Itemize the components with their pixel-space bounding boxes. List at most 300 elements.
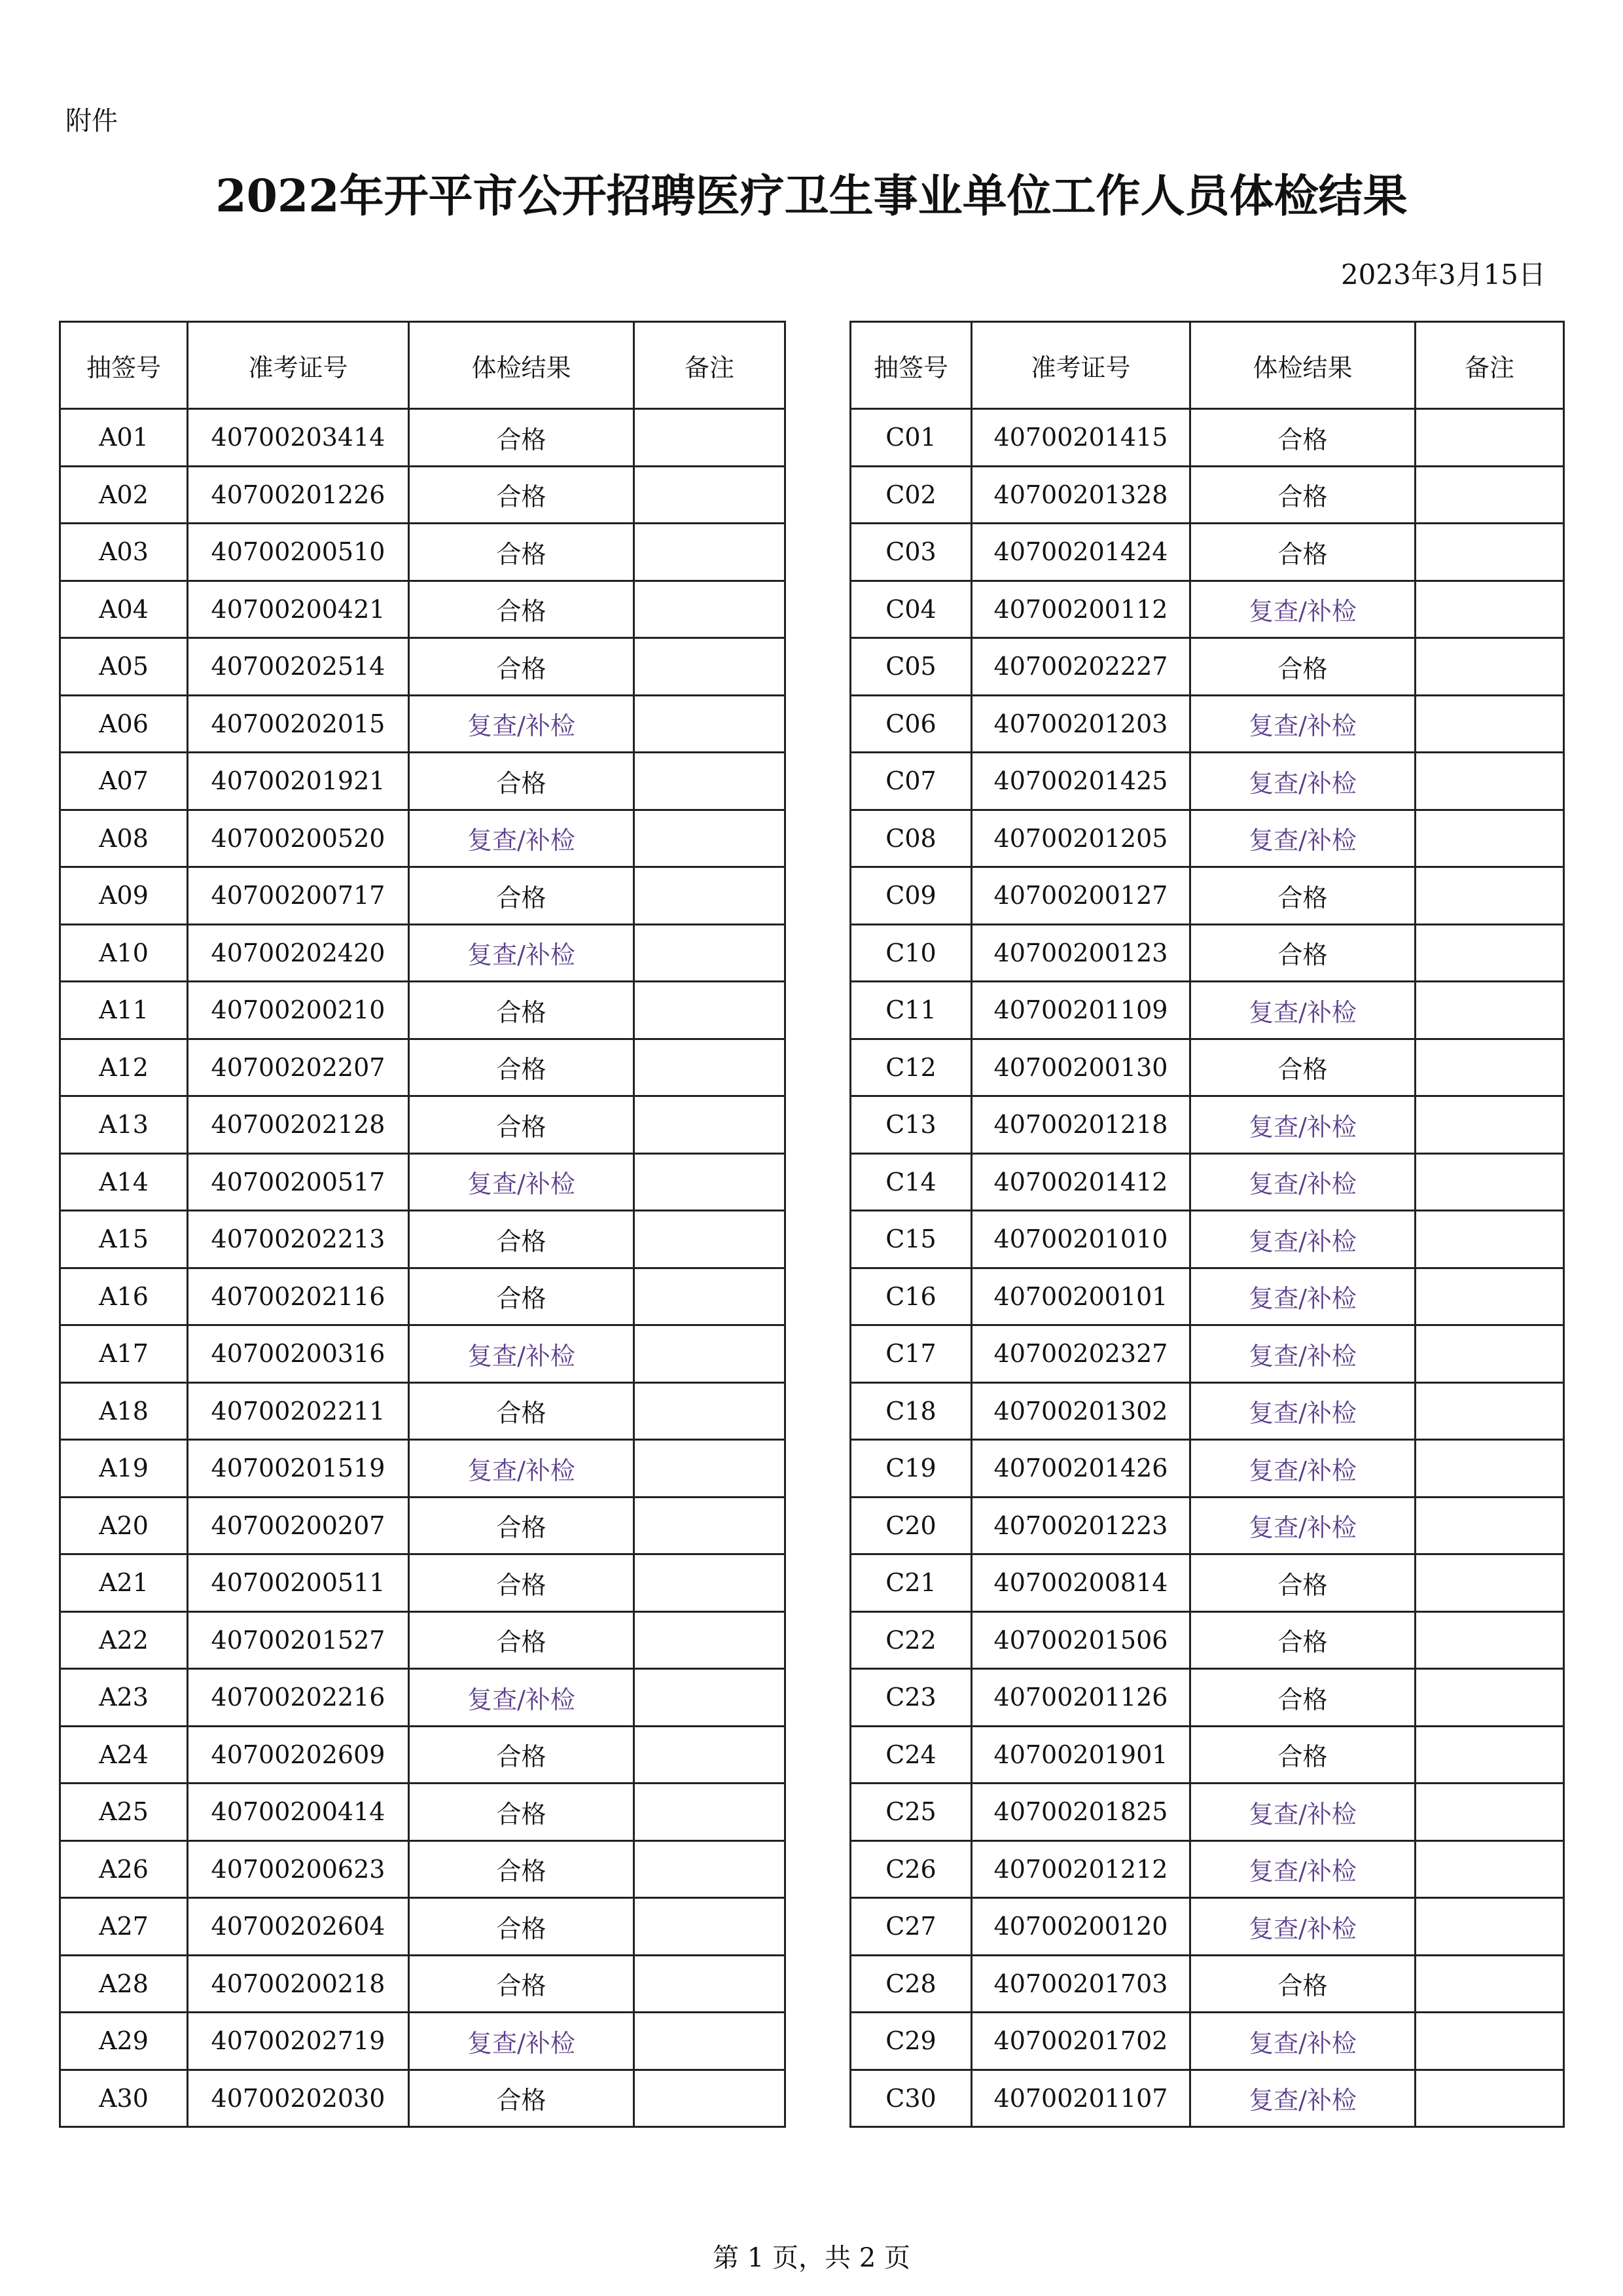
document-date: 2023年3月15日	[1340, 259, 1546, 291]
ticket-number-cell: 40700201203	[972, 695, 1190, 753]
note-cell	[1416, 867, 1564, 925]
note-cell	[1416, 1784, 1564, 1841]
table-row	[60, 867, 785, 925]
result-cell: 复查/补检	[1190, 1840, 1416, 1898]
result-cell: 合格	[409, 1955, 634, 2013]
ticket-number-cell: 40700201426	[972, 1440, 1190, 1498]
lot-cell: C13	[851, 1096, 972, 1154]
lot-cell: C04	[851, 581, 972, 638]
ticket-number-cell: 40700200717	[188, 867, 409, 925]
note-cell	[634, 1840, 785, 1898]
lot-cell: A12	[60, 1039, 188, 1096]
page-title: 2022年开平市公开招聘医疗卫生事业单位工作人员体检结果	[215, 170, 1408, 223]
table-row	[60, 1497, 785, 1554]
result-cell: 复查/补检	[1190, 1268, 1416, 1325]
result-cell: 合格	[409, 1898, 634, 1956]
lot-cell: C06	[851, 695, 972, 753]
lot-cell: C12	[851, 1039, 972, 1096]
table-row	[60, 753, 785, 810]
lot-cell: A14	[60, 1153, 188, 1211]
ticket-number-cell: 40700201519	[188, 1440, 409, 1498]
result-cell: 合格	[1190, 1554, 1416, 1612]
result-cell: 合格	[409, 753, 634, 810]
table-row	[851, 924, 1564, 982]
table-row	[60, 1153, 785, 1211]
lot-cell: A07	[60, 753, 188, 810]
column-header-ticket: 准考证号	[972, 322, 1190, 409]
table-row	[60, 1382, 785, 1440]
table-row	[60, 1440, 785, 1498]
note-cell	[1416, 1898, 1564, 1956]
lot-cell: C01	[851, 409, 972, 467]
table-row	[851, 1497, 1564, 1554]
ticket-number-cell: 40700203414	[188, 409, 409, 467]
table-row	[60, 2070, 785, 2127]
result-cell: 合格	[1190, 924, 1416, 982]
ticket-number-cell: 40700200511	[188, 1554, 409, 1612]
lot-cell: C05	[851, 638, 972, 696]
note-cell	[634, 1497, 785, 1554]
lot-cell: C14	[851, 1153, 972, 1211]
lot-cell: C26	[851, 1840, 972, 1898]
result-cell: 复查/补检	[1190, 1211, 1416, 1268]
table-row	[851, 810, 1564, 867]
lot-cell: C29	[851, 2013, 972, 2070]
note-cell	[634, 2070, 785, 2127]
ticket-number-cell: 40700201506	[972, 1611, 1190, 1669]
column-header-lot: 抽签号	[851, 322, 972, 409]
table-row	[60, 1096, 785, 1154]
ticket-number-cell: 40700202216	[188, 1669, 409, 1727]
table-row	[851, 1211, 1564, 1268]
lot-cell: A21	[60, 1554, 188, 1612]
note-cell	[634, 2013, 785, 2070]
result-cell: 合格	[409, 1554, 634, 1612]
ticket-number-cell: 40700201527	[188, 1611, 409, 1669]
table-row	[60, 1611, 785, 1669]
result-cell: 合格	[409, 2070, 634, 2127]
ticket-number-cell: 40700200520	[188, 810, 409, 867]
lot-cell: C07	[851, 753, 972, 810]
lot-cell: A18	[60, 1382, 188, 1440]
result-cell: 合格	[1190, 638, 1416, 696]
note-cell	[1416, 2070, 1564, 2127]
ticket-number-cell: 40700200623	[188, 1840, 409, 1898]
ticket-number-cell: 40700201825	[972, 1784, 1190, 1841]
note-cell	[1416, 466, 1564, 524]
lot-cell: C18	[851, 1382, 972, 1440]
ticket-number-cell: 40700201328	[972, 466, 1190, 524]
table-row	[851, 1669, 1564, 1727]
lot-cell: C15	[851, 1211, 972, 1268]
note-cell	[1416, 1325, 1564, 1383]
table-row	[851, 1611, 1564, 1669]
lot-cell: A30	[60, 2070, 188, 2127]
lot-cell: A03	[60, 524, 188, 581]
column-header-result: 体检结果	[1190, 322, 1416, 409]
table-row	[60, 1554, 785, 1612]
ticket-number-cell: 40700200414	[188, 1784, 409, 1841]
ticket-number-cell: 40700200210	[188, 982, 409, 1039]
lot-cell: A17	[60, 1325, 188, 1383]
note-cell	[1416, 1554, 1564, 1612]
ticket-number-cell: 40700201226	[188, 466, 409, 524]
result-cell: 合格	[409, 1726, 634, 1784]
ticket-number-cell: 40700201302	[972, 1382, 1190, 1440]
table-row	[60, 1898, 785, 1956]
note-cell	[634, 409, 785, 467]
ticket-number-cell: 40700202609	[188, 1726, 409, 1784]
ticket-number-cell: 40700202128	[188, 1096, 409, 1154]
note-cell	[1416, 753, 1564, 810]
table-row	[851, 1784, 1564, 1841]
table-row	[60, 1669, 785, 1727]
result-cell: 复查/补检	[409, 1153, 634, 1211]
result-cell: 复查/补检	[1190, 982, 1416, 1039]
ticket-number-cell: 40700200130	[972, 1039, 1190, 1096]
table-row	[851, 524, 1564, 581]
table-row	[851, 982, 1564, 1039]
ticket-number-cell: 40700200112	[972, 581, 1190, 638]
lot-cell: A16	[60, 1268, 188, 1325]
table-row	[60, 524, 785, 581]
table-row	[851, 1039, 1564, 1096]
ticket-number-cell: 40700202604	[188, 1898, 409, 1956]
ticket-number-cell: 40700201218	[972, 1096, 1190, 1154]
ticket-number-cell: 40700200207	[188, 1497, 409, 1554]
ticket-number-cell: 40700201212	[972, 1840, 1190, 1898]
result-cell: 合格	[409, 1096, 634, 1154]
result-cell: 复查/补检	[409, 810, 634, 867]
ticket-number-cell: 40700200814	[972, 1554, 1190, 1612]
note-cell	[634, 867, 785, 925]
table-row	[60, 638, 785, 696]
lot-cell: C03	[851, 524, 972, 581]
ticket-number-cell: 40700202015	[188, 695, 409, 753]
ticket-number-cell: 40700202116	[188, 1268, 409, 1325]
table-row	[60, 982, 785, 1039]
table-row	[851, 867, 1564, 925]
table-row	[851, 1268, 1564, 1325]
lot-cell: A05	[60, 638, 188, 696]
result-cell: 复查/补检	[1190, 581, 1416, 638]
ticket-number-cell: 40700201223	[972, 1497, 1190, 1554]
note-cell	[634, 1554, 785, 1612]
note-cell	[1416, 695, 1564, 753]
lot-cell: A22	[60, 1611, 188, 1669]
result-cell: 合格	[409, 638, 634, 696]
result-cell: 复查/补检	[1190, 1784, 1416, 1841]
ticket-number-cell: 40700202420	[188, 924, 409, 982]
attachment-label: 附件	[65, 106, 118, 136]
result-cell: 合格	[409, 1840, 634, 1898]
note-cell	[634, 1611, 785, 1669]
ticket-number-cell: 40700202211	[188, 1382, 409, 1440]
note-cell	[634, 524, 785, 581]
lot-cell: A29	[60, 2013, 188, 2070]
ticket-number-cell: 40700200517	[188, 1153, 409, 1211]
lot-cell: C20	[851, 1497, 972, 1554]
ticket-number-cell: 40700201424	[972, 524, 1190, 581]
ticket-number-cell: 40700202327	[972, 1325, 1190, 1383]
lot-cell: C17	[851, 1325, 972, 1383]
note-cell	[1416, 1440, 1564, 1498]
result-cell: 复查/补检	[1190, 753, 1416, 810]
table-row	[851, 753, 1564, 810]
note-cell	[634, 1669, 785, 1727]
table-row	[60, 409, 785, 467]
note-cell	[634, 1153, 785, 1211]
result-cell: 合格	[409, 867, 634, 925]
lot-cell: C11	[851, 982, 972, 1039]
table-row	[60, 581, 785, 638]
ticket-number-cell: 40700202719	[188, 2013, 409, 2070]
note-cell	[634, 1784, 785, 1841]
table-row	[60, 2013, 785, 2070]
table-row	[851, 1726, 1564, 1784]
table-row	[851, 695, 1564, 753]
result-cell: 合格	[409, 409, 634, 467]
note-cell	[634, 1211, 785, 1268]
table-row	[851, 1898, 1564, 1956]
table-row	[60, 1840, 785, 1898]
result-cell: 合格	[409, 1611, 634, 1669]
result-cell: 合格	[409, 1497, 634, 1554]
ticket-number-cell: 40700202213	[188, 1211, 409, 1268]
ticket-number-cell: 40700201107	[972, 2070, 1190, 2127]
lot-cell: C09	[851, 867, 972, 925]
note-cell	[1416, 1669, 1564, 1727]
lot-cell: A09	[60, 867, 188, 925]
note-cell	[1416, 2013, 1564, 2070]
table-row	[851, 1153, 1564, 1211]
result-cell: 合格	[409, 1268, 634, 1325]
table-row	[851, 466, 1564, 524]
result-cell: 复查/补检	[409, 924, 634, 982]
note-cell	[634, 466, 785, 524]
lot-cell: A20	[60, 1497, 188, 1554]
result-cell: 合格	[409, 982, 634, 1039]
page-footer: 第 1 页，共 2 页	[713, 2243, 910, 2273]
lot-cell: A25	[60, 1784, 188, 1841]
note-cell	[1416, 924, 1564, 982]
note-cell	[634, 810, 785, 867]
table-row	[60, 466, 785, 524]
table-row	[60, 1784, 785, 1841]
column-header-ticket: 准考证号	[188, 322, 409, 409]
table-row	[851, 1440, 1564, 1498]
results-table-left	[59, 321, 786, 2128]
note-cell	[634, 638, 785, 696]
ticket-number-cell: 40700201109	[972, 982, 1190, 1039]
result-cell: 复查/补检	[409, 1669, 634, 1727]
lot-cell: C22	[851, 1611, 972, 1669]
result-cell: 合格	[1190, 1669, 1416, 1727]
ticket-number-cell: 40700202514	[188, 638, 409, 696]
ticket-number-cell: 40700200101	[972, 1268, 1190, 1325]
lot-cell: A24	[60, 1726, 188, 1784]
result-cell: 合格	[409, 1784, 634, 1841]
result-cell: 合格	[1190, 867, 1416, 925]
note-cell	[634, 1039, 785, 1096]
result-cell: 合格	[409, 524, 634, 581]
ticket-number-cell: 40700201412	[972, 1153, 1190, 1211]
note-cell	[634, 753, 785, 810]
ticket-number-cell: 40700202227	[972, 638, 1190, 696]
result-cell: 复查/补检	[1190, 1898, 1416, 1956]
result-cell: 合格	[409, 1382, 634, 1440]
result-cell: 复查/补检	[1190, 1497, 1416, 1554]
lot-cell: C10	[851, 924, 972, 982]
ticket-number-cell: 40700201901	[972, 1726, 1190, 1784]
lot-cell: C02	[851, 466, 972, 524]
lot-cell: A11	[60, 982, 188, 1039]
note-cell	[1416, 581, 1564, 638]
ticket-number-cell: 40700201126	[972, 1669, 1190, 1727]
note-cell	[1416, 982, 1564, 1039]
column-header-note: 备注	[1416, 322, 1564, 409]
note-cell	[1416, 1268, 1564, 1325]
ticket-number-cell: 40700200421	[188, 581, 409, 638]
result-cell: 复查/补检	[1190, 1325, 1416, 1383]
ticket-number-cell: 40700201703	[972, 1955, 1190, 2013]
lot-cell: C21	[851, 1554, 972, 1612]
ticket-number-cell: 40700200510	[188, 524, 409, 581]
ticket-number-cell: 40700202030	[188, 2070, 409, 2127]
note-cell	[1416, 1096, 1564, 1154]
note-cell	[1416, 1726, 1564, 1784]
result-cell: 复查/补检	[1190, 1096, 1416, 1154]
note-cell	[634, 1726, 785, 1784]
ticket-number-cell: 40700201205	[972, 810, 1190, 867]
result-cell: 复查/补检	[1190, 1440, 1416, 1498]
lot-cell: A08	[60, 810, 188, 867]
lot-cell: C28	[851, 1955, 972, 2013]
result-cell: 复查/补检	[409, 2013, 634, 2070]
table-row	[851, 1096, 1564, 1154]
table-body-right	[851, 409, 1564, 2127]
result-cell: 复查/补检	[409, 695, 634, 753]
note-cell	[1416, 1497, 1564, 1554]
note-cell	[1416, 810, 1564, 867]
ticket-number-cell: 40700201010	[972, 1211, 1190, 1268]
table-row	[851, 581, 1564, 638]
ticket-number-cell: 40700200316	[188, 1325, 409, 1383]
table-row	[60, 810, 785, 867]
lot-cell: A06	[60, 695, 188, 753]
note-cell	[1416, 1211, 1564, 1268]
result-cell: 合格	[1190, 1726, 1416, 1784]
note-cell	[634, 1096, 785, 1154]
lot-cell: A23	[60, 1669, 188, 1727]
note-cell	[1416, 1382, 1564, 1440]
table-row	[851, 409, 1564, 467]
ticket-number-cell: 40700202207	[188, 1039, 409, 1096]
lot-cell: C08	[851, 810, 972, 867]
note-cell	[1416, 1611, 1564, 1669]
note-cell	[634, 581, 785, 638]
lot-cell: A26	[60, 1840, 188, 1898]
lot-cell: C25	[851, 1784, 972, 1841]
note-cell	[634, 982, 785, 1039]
ticket-number-cell: 40700200127	[972, 867, 1190, 925]
note-cell	[634, 695, 785, 753]
table-row	[851, 2070, 1564, 2127]
lot-cell: A19	[60, 1440, 188, 1498]
lot-cell: A13	[60, 1096, 188, 1154]
column-header-result: 体检结果	[409, 322, 634, 409]
result-cell: 合格	[409, 1211, 634, 1268]
note-cell	[1416, 409, 1564, 467]
result-cell: 合格	[1190, 409, 1416, 467]
table-row	[851, 1955, 1564, 2013]
table-header-row	[851, 322, 1564, 409]
note-cell	[1416, 1039, 1564, 1096]
result-cell: 复查/补检	[1190, 1382, 1416, 1440]
note-cell	[634, 1440, 785, 1498]
note-cell	[1416, 638, 1564, 696]
lot-cell: A01	[60, 409, 188, 467]
result-cell: 复查/补检	[409, 1325, 634, 1383]
note-cell	[634, 1382, 785, 1440]
lot-cell: A04	[60, 581, 188, 638]
lot-cell: A02	[60, 466, 188, 524]
result-cell: 复查/补检	[409, 1440, 634, 1498]
ticket-number-cell: 40700200120	[972, 1898, 1190, 1956]
table-row	[60, 1211, 785, 1268]
table-row	[60, 1726, 785, 1784]
result-cell: 合格	[1190, 1611, 1416, 1669]
note-cell	[634, 1898, 785, 1956]
ticket-number-cell: 40700200218	[188, 1955, 409, 2013]
lot-cell: A27	[60, 1898, 188, 1956]
ticket-number-cell: 40700201415	[972, 409, 1190, 467]
lot-cell: C16	[851, 1268, 972, 1325]
result-cell: 合格	[409, 1039, 634, 1096]
lot-cell: A15	[60, 1211, 188, 1268]
result-cell: 复查/补检	[1190, 2013, 1416, 2070]
table-row	[60, 1955, 785, 2013]
note-cell	[1416, 1153, 1564, 1211]
result-cell: 合格	[1190, 466, 1416, 524]
table-row	[60, 695, 785, 753]
table-row	[60, 924, 785, 982]
column-header-note: 备注	[634, 322, 785, 409]
lot-cell: A10	[60, 924, 188, 982]
result-cell: 复查/补检	[1190, 810, 1416, 867]
note-cell	[1416, 1840, 1564, 1898]
result-cell: 合格	[1190, 524, 1416, 581]
table-row	[60, 1325, 785, 1383]
result-cell: 合格	[409, 581, 634, 638]
table-body-left	[60, 409, 785, 2127]
table-row	[851, 1554, 1564, 1612]
result-cell: 复查/补检	[1190, 695, 1416, 753]
lot-cell: C19	[851, 1440, 972, 1498]
table-row	[851, 2013, 1564, 2070]
result-cell: 复查/补检	[1190, 2070, 1416, 2127]
note-cell	[1416, 1955, 1564, 2013]
lot-cell: C30	[851, 2070, 972, 2127]
table-row	[60, 1039, 785, 1096]
note-cell	[1416, 524, 1564, 581]
table-header-row	[60, 322, 785, 409]
table-row	[851, 1382, 1564, 1440]
result-cell: 合格	[1190, 1039, 1416, 1096]
result-cell: 合格	[409, 466, 634, 524]
ticket-number-cell: 40700200123	[972, 924, 1190, 982]
note-cell	[634, 1325, 785, 1383]
